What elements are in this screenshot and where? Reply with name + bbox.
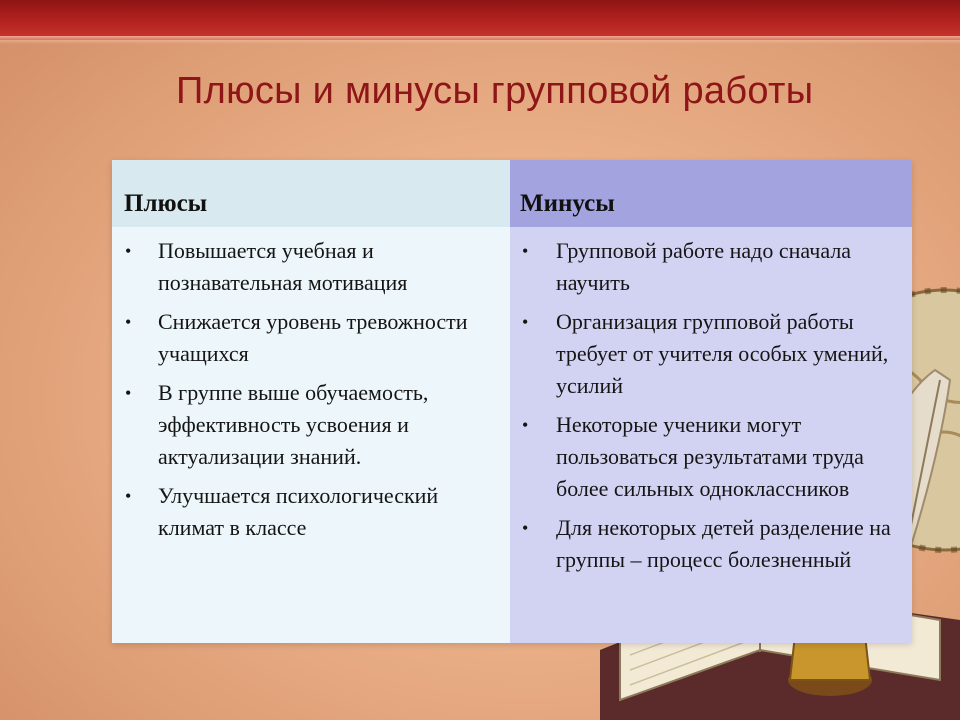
top-decor-band: [0, 0, 960, 40]
pros-item: • Снижается уровень тревожности учащихся: [112, 306, 510, 370]
pros-header: Плюсы: [112, 160, 510, 227]
cons-column: [510, 227, 912, 643]
pros-column: [112, 227, 510, 643]
cons-header: Минусы: [510, 160, 912, 227]
cons-list: [510, 235, 912, 576]
cons-item: • Организация групповой работы требует от учителя особых умений, усилий: [510, 306, 912, 402]
top-band-highlight: [0, 36, 960, 44]
cons-item: • Групповой работе надо сначала научить: [510, 235, 912, 299]
pros-item: • Повышается учебная и познавательная мотивация: [112, 235, 510, 299]
pros-item: • Улучшается психологический климат в классе: [112, 480, 510, 544]
pros-list: [112, 235, 510, 544]
comparison-table: [112, 160, 912, 643]
cons-item: • Для некоторых детей разделение на группы – процесс болезненный: [510, 512, 912, 576]
cons-item: • Некоторые ученики могут пользоваться результатами труда более сильных одноклассников: [510, 409, 912, 505]
pros-item: • В группе выше обучаемость, эффективность усвоения и актуализации знаний.: [112, 377, 510, 473]
page-title: Плюсы и минусы групповой работы: [176, 70, 814, 112]
